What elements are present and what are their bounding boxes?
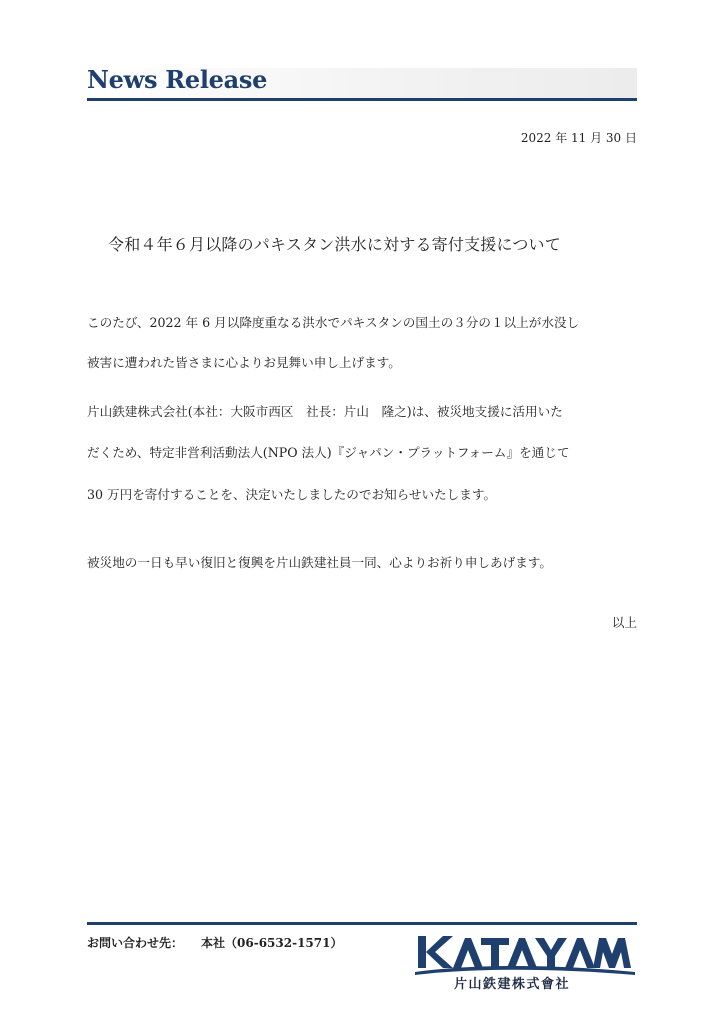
body-line: だくため、特定非営利活動法人(NPO 法人)『ジャパン・プラットフォーム』を通じて xyxy=(87,445,570,460)
body-line: 被災地の一日も早い復旧と復興を片山鉄建社員一同、心よりお祈り申しあげます。 xyxy=(87,555,552,570)
body-line: 被害に遭われた皆さまに心よりお見舞い申し上げます。 xyxy=(87,355,401,370)
closing-ijou: 以上 xyxy=(611,615,637,630)
news-release-title: News Release xyxy=(87,65,268,94)
body-line: 30 万円を寄付することを、決定いたしましたのでお知らせいたします。 xyxy=(87,487,497,502)
logo-company-name: 片山鉄建株式會社 xyxy=(454,977,571,992)
contact-info xyxy=(87,934,342,951)
release-subject: 令和４年６月以降のパキスタン洪水に対する寄付支援について xyxy=(108,235,561,254)
contact-label: お問い合わせ先： xyxy=(87,936,184,950)
body-line: 片山鉄建株式会社(本社：大阪市西区 社長：片山 隆之)は、被災地支援に活用いた xyxy=(87,404,563,419)
body-line: このたび、2022 年 6 月以降度重なる洪水でパキスタンの国土の３分の１以上が水没し xyxy=(87,315,580,330)
release-date: 2022 年 11 月 30 日 xyxy=(520,131,637,145)
header-rule xyxy=(87,98,637,101)
footer-rule xyxy=(87,922,637,925)
contact-phone: 本社（06-6532-1571） xyxy=(201,936,343,950)
